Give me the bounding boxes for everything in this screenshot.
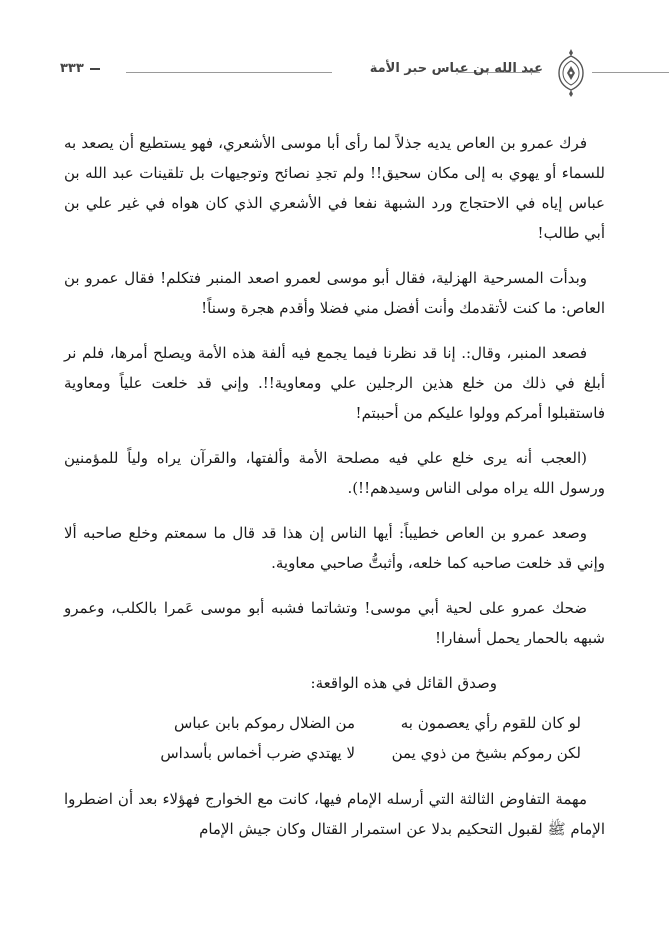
poem	[64, 708, 605, 768]
paragraph-2: وبدأت المسرحية الهزلية، فقال أبو موسى لعمرو اصعد المنبر فتكلم! فقال عمرو بن العاص: ما كنت لأتقدمك وأنت أفضل مني فضلا وأقدم هجرة وسناً!	[64, 269, 605, 317]
header-rule-right	[592, 72, 669, 73]
poem-intro: وصدق القائل في هذه الواقعة:	[310, 674, 497, 692]
paragraph-6: ضحك عمرو على لحية أبي موسى! وتشاتما فشبه أبو موسى عَمرا بالكلب، وعمرو شبهه بالحمار يحمل أسفارا!	[64, 599, 605, 647]
running-title: عبد الله بن عباس حبر الأمة	[369, 61, 543, 76]
verse-1-first-hemistich: لو كان للقوم رأي يعصمون به	[400, 714, 581, 732]
page-body	[64, 128, 605, 859]
paragraph-3: فصعد المنبر، وقال:. إنا قد نظرنا فيما يجمع فيه ألفة هذه الأمة ويصلح أمرها، فلم نر أبلغ في ذلك من خلع هذين الرجلين علي ومعاوية!!. وإني قد خلعت علياً ومعاوية فاستقبلوا أمركم وولوا عليكم من أحببتم!	[64, 344, 605, 422]
lantern-ornament-icon	[556, 48, 586, 98]
poem-verse-1	[64, 708, 581, 738]
page-header	[0, 48, 669, 98]
page-number: ٣٣٣	[60, 61, 84, 76]
final-paragraph: مهمة التفاوض الثالثة التي أرسله الإمام فيها، كانت مع الخوارج فهؤلاء بعد أن اضطروا الإمام ﷺ لقبول التحكيم بدلا عن استمرار القتال وكان جيش الإمام	[64, 790, 605, 838]
paragraph-1: فرك عمرو بن العاص يديه جذلاً لما رأى أبا موسى الأشعري، فهو يستطيع أن يصعد به للسماء أو يهوي به إلى مكان سحيق!! ولم تجدِ نصائح وتوجيهات بل تلقينات عبد الله بن عباس إياه في الاحتجاج ورد الشبهة نفعا في الأشعري الذي كان هواه في غير علي بن أبي طالب!	[64, 134, 605, 242]
verse-2-second-hemistich: لا يهتدي ضرب أخماس بأسداس	[160, 744, 355, 762]
paragraph-5: وصعد عمرو بن العاص خطيباً: أيها الناس إن هذا قد قال ما سمعتم وخلع صاحبه ألا وإني قد خلعت صاحبه كما خلعه، وأثبتُّ صاحبي معاوية.	[64, 524, 605, 572]
page-number-dash	[90, 68, 100, 70]
verse-2-first-hemistich: لكن رموكم بشيخ من ذوي يمن	[391, 744, 581, 762]
paragraph-4: (العجب أنه يرى خلع علي فيه مصلحة الأمة وألفتها، والقرآن يراه ولياً للمؤمنين ورسول الله يراه مولى الناس وسيدهم!!).	[64, 449, 605, 497]
page-number-block	[60, 61, 100, 76]
poem-verse-2	[64, 738, 581, 768]
verse-1-second-hemistich: من الضلال رموكم بابن عباس	[174, 714, 355, 732]
header-rule-left	[126, 72, 332, 73]
